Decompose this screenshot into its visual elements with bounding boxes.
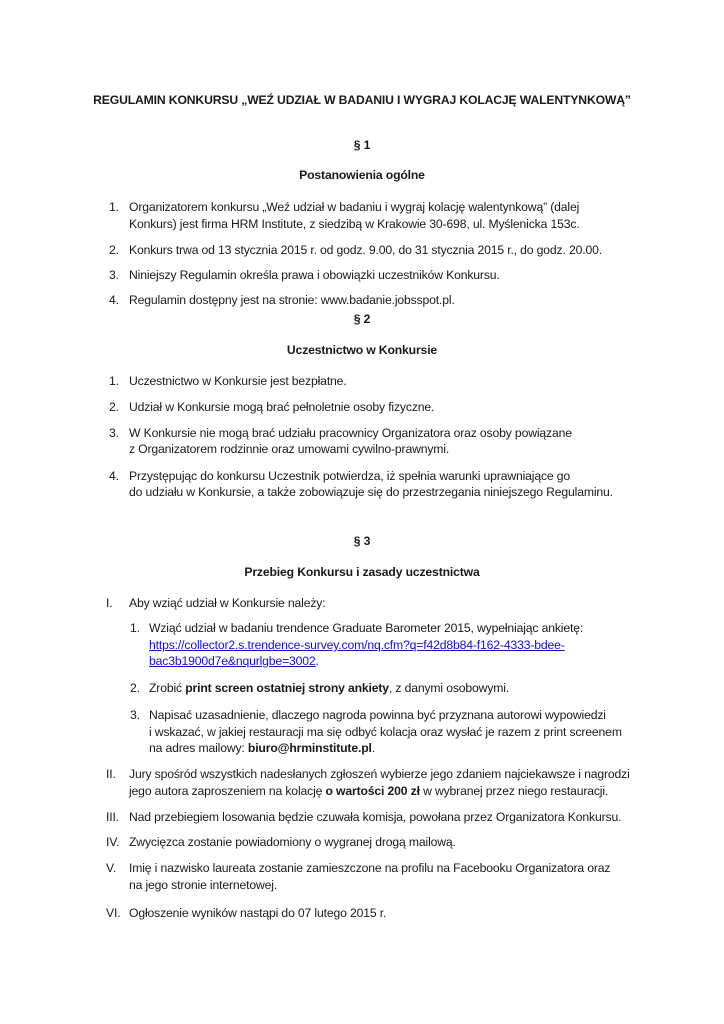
- item-text: [149, 680, 509, 696]
- survey-link[interactable]: https://collector2.s.trendence-survey.com/nq.cfm?q=f42d8b84-f162-4333-bdee-: [149, 638, 565, 652]
- item-number: 4.: [109, 469, 119, 483]
- item-number: II.: [106, 767, 116, 781]
- item-text: [129, 783, 608, 799]
- item-number: I.: [106, 596, 113, 610]
- text: jego autora zaproszeniem na kolację: [129, 784, 326, 798]
- item-number: 2.: [109, 243, 119, 257]
- item-text: Wziąć udział w badaniu trendence Graduate Barometer 2015, wypełniając ankietę:: [149, 621, 584, 635]
- item-text: Niniejszy Regulamin określa prawa i obowiązki uczestników Konkursu.: [129, 268, 500, 282]
- section-1-mark: § 1: [353, 138, 371, 152]
- item-number: 1.: [130, 621, 140, 635]
- survey-link[interactable]: bac3b1900d7e&nqurlgbe=3002: [149, 654, 316, 668]
- item-text: Aby wziąć udział w Konkursie należy:: [129, 596, 326, 610]
- item-text: Udział w Konkursie mogą brać pełnoletnie osoby fizyczne.: [129, 400, 435, 414]
- text: , z danymi osobowymi.: [388, 681, 510, 695]
- section-2-mark: § 2: [353, 312, 371, 326]
- item-number: VI.: [106, 906, 121, 920]
- item-number: IV.: [106, 835, 120, 849]
- section-3-heading: Przebieg Konkursu i zasady uczestnictwa: [244, 565, 480, 579]
- item-text: Organizatorem konkursu „Weź udział w badaniu i wygraj kolację walentynkową” (dalej: [129, 200, 580, 214]
- item-text: [149, 740, 375, 756]
- section-1-heading: Postanowienia ogólne: [299, 168, 425, 182]
- item-number: 1.: [109, 374, 119, 388]
- item-text: i wskazać, w jakiej restauracji ma się odbyć kolacja oraz wysłać je razem z print screenem: [149, 725, 622, 739]
- section-2-heading: Uczestnictwo w Konkursie: [286, 343, 438, 357]
- item-text: Imię i nazwisko laureata zostanie zamieszczone na profilu na Facebooku Organizatora oraz: [129, 861, 611, 875]
- item-text: Zwycięzca zostanie powiadomiony o wygranej drogą mailową.: [129, 835, 456, 849]
- bold-text: print screen ostatniej strony ankiety: [185, 681, 389, 695]
- item-text: W Konkursie nie mogą brać udziału pracownicy Organizatora oraz osoby powiązane: [129, 426, 572, 440]
- item-text: Jury spośród wszystkich nadesłanych zgłoszeń wybierze jego zdaniem najciekawsze i nagrodzi: [129, 767, 630, 781]
- text: .: [371, 741, 375, 755]
- item-text: z Organizatorem rodzinnie oraz umowami cywilno-prawnymi.: [129, 442, 450, 456]
- punctuation: .: [315, 654, 319, 668]
- item-number: III.: [106, 810, 119, 824]
- item-text: Przystępując do konkursu Uczestnik potwierdza, iż spełnia warunki uprawniające go: [129, 469, 571, 483]
- item-number: V.: [106, 861, 117, 875]
- bold-text: o wartości 200 zł: [325, 784, 420, 798]
- section-3-mark: § 3: [353, 534, 371, 548]
- item-text: Konkurs trwa od 13 stycznia 2015 r. od godz. 9.00, do 31 stycznia 2015 r., do godz. 20.00.: [129, 243, 602, 257]
- item-number: 2.: [130, 681, 140, 695]
- item-number: 1.: [109, 200, 119, 214]
- item-text: Regulamin dostępny jest na stronie: www.badanie.jobsspot.pl.: [129, 293, 455, 307]
- item-number: 3.: [130, 708, 140, 722]
- item-text: Konkurs) jest firma HRM Institute, z siedzibą w Krakowie 30-698, ul. Myślenicka 153c.: [129, 217, 580, 231]
- item-number: 4.: [109, 293, 119, 307]
- text: na adres mailowy:: [149, 741, 248, 755]
- email-address: biuro@hrminstitute.pl: [247, 741, 372, 755]
- item-text: do udziału w Konkursie, a także zobowiązuje się do przestrzegania niniejszego Regulaminu.: [129, 485, 613, 499]
- text: Zrobić: [149, 681, 186, 695]
- item-number: 2.: [109, 400, 119, 414]
- item-number: 3.: [109, 268, 119, 282]
- item-text: Uczestnictwo w Konkursie jest bezpłatne.: [129, 374, 347, 388]
- item-text: Nad przebiegiem losowania będzie czuwała komisja, powołana przez Organizatora Konkursu.: [129, 810, 622, 824]
- item-text: Napisać uzasadnienie, dlaczego nagroda powinna być przyznana autorowi wypowiedzi: [149, 708, 606, 722]
- text: w wybranej przez niego restauracji.: [419, 784, 609, 798]
- item-number: 3.: [109, 426, 119, 440]
- document-title: REGULAMIN KONKURSU „WEŹ UDZIAŁ W BADANIU I WYGRAJ KOLACJĘ WALENTYNKOWĄ”: [93, 93, 631, 107]
- item-text: na jego stronie internetowej.: [129, 878, 278, 892]
- item-text: Ogłoszenie wyników nastąpi do 07 lutego 2015 r.: [129, 906, 387, 920]
